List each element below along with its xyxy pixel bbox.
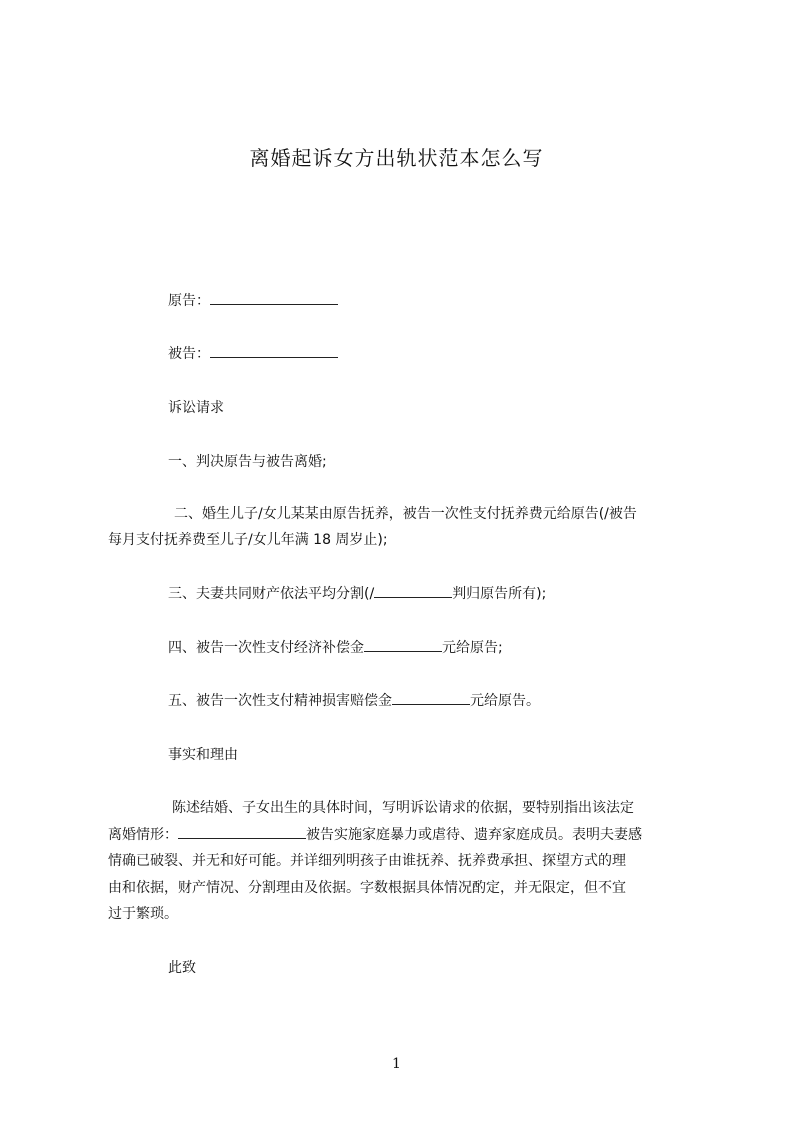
claim-1: 一、判决原告与被告离婚; — [168, 454, 327, 470]
facts-line-1: 陈述结婚、子女出生的具体时间，写明诉讼请求的依据，要特别指出该法定 — [172, 800, 634, 816]
claim-3-blank[interactable] — [374, 584, 452, 598]
claim-5-blank[interactable] — [392, 691, 470, 705]
plaintiff-blank[interactable] — [210, 291, 338, 305]
page-number: 1 — [392, 1056, 401, 1072]
facts-line-2 — [108, 825, 642, 845]
claim-2-line-2: 每月支付抚养费至儿子/女儿年满 18 周岁止); — [108, 532, 388, 548]
closing: 此致 — [168, 960, 196, 976]
facts-heading: 事实和理由 — [168, 747, 238, 763]
claim-4 — [168, 638, 503, 658]
claim-4-suffix: 元给原告; — [442, 640, 503, 656]
plaintiff-label: 原告： — [168, 293, 210, 309]
claim-2-line-1: 二、婚生儿子/女儿某某由原告抚养，被告一次性支付抚养费元给原告(/被告 — [174, 506, 637, 522]
plaintiff-line — [168, 291, 338, 311]
claim-5-suffix: 元给原告。 — [470, 693, 540, 709]
defendant-label: 被告： — [168, 346, 210, 362]
facts-line-5: 过于繁琐。 — [108, 906, 178, 922]
defendant-line — [168, 344, 338, 364]
defendant-blank[interactable] — [210, 344, 338, 358]
claim-3-suffix: 判归原告所有); — [452, 586, 547, 602]
facts-line-2-suffix: 被告实施家庭暴力或虐待、遗弃家庭成员。表明夫妻感 — [306, 827, 642, 843]
claim-4-blank[interactable] — [364, 638, 442, 652]
divorce-situation-blank[interactable] — [178, 825, 306, 839]
facts-line-3: 情确已破裂、并无和好可能。并详细列明孩子由谁抚养、抚养费承担、探望方式的理 — [108, 853, 626, 869]
claim-5-prefix: 五、被告一次性支付精神损害赔偿金 — [168, 693, 392, 709]
claim-3 — [168, 584, 546, 604]
facts-line-2-prefix: 离婚情形： — [108, 827, 178, 843]
claims-heading: 诉讼请求 — [168, 400, 224, 416]
claim-4-prefix: 四、被告一次性支付经济补偿金 — [168, 640, 364, 656]
document-title: 离婚起诉女方出轨状范本怎么写 — [249, 146, 544, 170]
claim-5 — [168, 691, 540, 711]
claim-3-prefix: 三、夫妻共同财产依法平均分割(/ — [168, 586, 375, 602]
facts-line-4: 由和依据，财产情况、分割理由及依据。字数根据具体情况酌定，并无限定，但不宜 — [108, 880, 626, 896]
